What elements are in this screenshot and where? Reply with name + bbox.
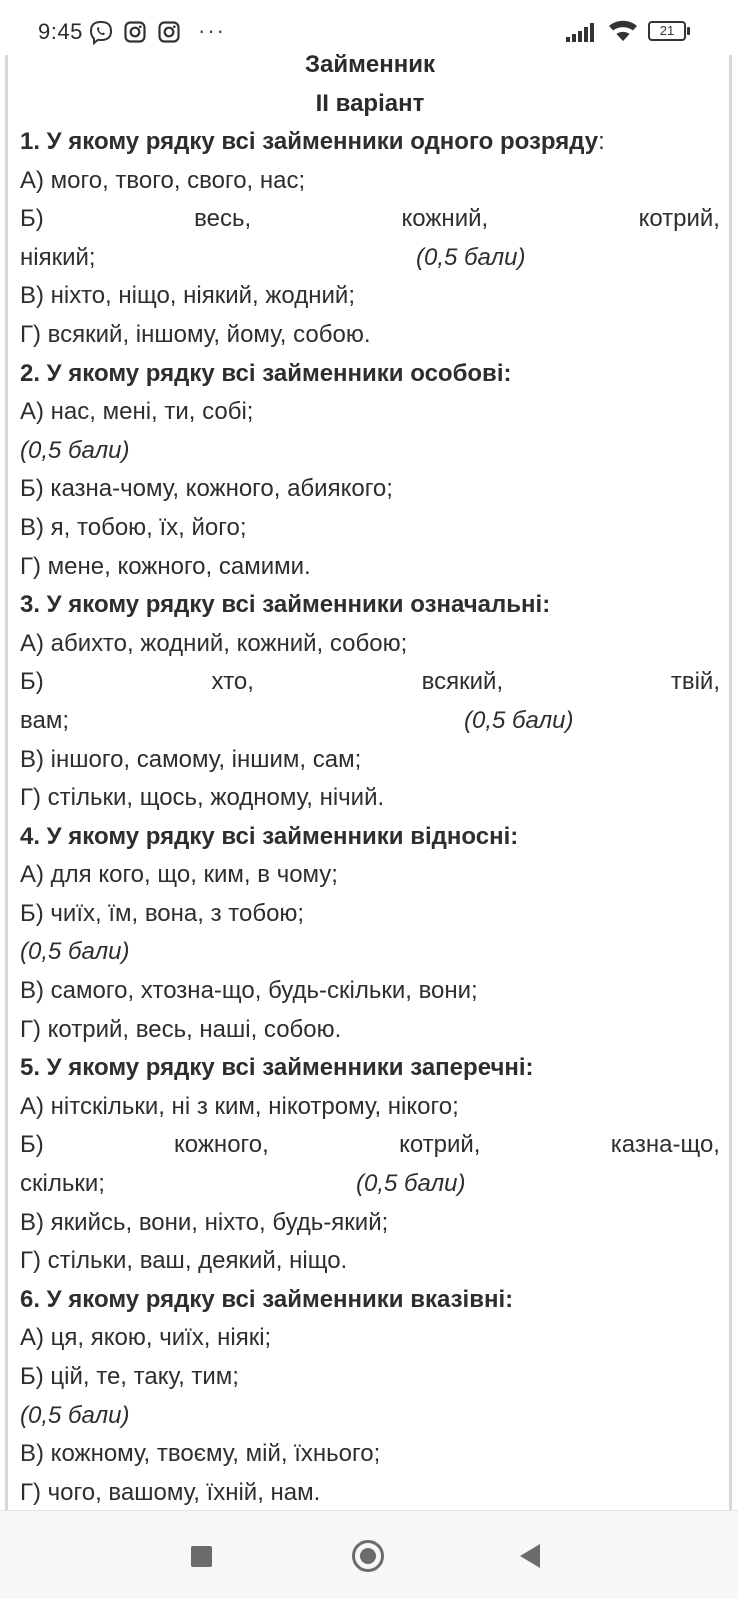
question-6-option-b: Б) цій, те, таку, тим; [20, 1363, 239, 1390]
question-1-option-b: Б) весь, кожний, котрий, [20, 205, 720, 233]
question-6-option-d: Г) чого, вашому, їхній, нам. [20, 1478, 321, 1506]
battery-level: 21 [659, 23, 675, 38]
page-title: Займенник [305, 51, 435, 78]
question-1-option-c: В) ніхто, ніщо, ніякий, жодний; [20, 282, 355, 310]
question-6-option-a: А) ця, якою, чиїх, ніякі; [20, 1324, 272, 1352]
question-2-option-c: В) я, тобою, їх, його; [20, 513, 247, 541]
question-2-option-d: Г) мене, кожного, самими. [20, 552, 311, 580]
score-note: (0,5 бали) [356, 1170, 466, 1198]
question-1-option-d: Г) всякий, іншому, йому, собою. [20, 320, 371, 348]
question-4-heading: 4. У якому рядку всі займенники відносні: [20, 822, 519, 850]
score-note: (0,5 бали) [20, 1401, 130, 1429]
score-note: (0,5 бали) [416, 243, 526, 271]
question-6-heading: 6. У якому рядку всі займенники вказівні: [20, 1285, 514, 1313]
question-4-option-b: Б) чиїх, їм, вона, з тобою; [20, 899, 305, 927]
question-5-option-d: Г) стільки, ваш, деякий, ніщо. [20, 1247, 348, 1275]
question-3-option-d: Г) стільки, щось, жодному, нічий. [20, 784, 385, 812]
question-5-option-b: Б) кожного, котрий, казна-що, [20, 1131, 720, 1159]
recent-apps-button[interactable] [191, 1546, 212, 1567]
instagram-icon [158, 21, 180, 48]
question-5-heading: 5. У якому рядку всі займенники заперечні: [20, 1054, 534, 1082]
question-4-option-d: Г) котрий, весь, наші, собою. [20, 1015, 342, 1043]
question-3-option-b-cont: вам; (0,5 бали) [20, 702, 720, 741]
back-button[interactable] [520, 1544, 540, 1568]
page-subtitle: ІІ варіант [315, 90, 425, 117]
question-4-option-c: В) самого, хтозна-що, будь-скільки, вони; [20, 977, 478, 1005]
status-time: 9:45 [38, 19, 83, 44]
question-3-option-b: Б) хто, всякий, твій, [20, 668, 720, 696]
question-5-option-a: А) нітскільки, ні з ким, нікотрому, нікого; [20, 1092, 459, 1120]
navigation-bar [0, 1510, 738, 1599]
more-notifications-icon: ··· [198, 18, 226, 43]
question-3-option-a: А) абихто, жодний, кожний, собою; [20, 629, 408, 657]
question-2-heading: 2. У якому рядку всі займенники особові: [20, 359, 512, 387]
document-content [20, 45, 720, 1512]
question-6-option-c: В) кожному, твоєму, мій, їхнього; [20, 1440, 381, 1468]
score-note: (0,5 бали) [20, 938, 130, 966]
question-2-option-b: Б) казна-чому, кожного, абиякого; [20, 475, 393, 503]
question-2-option-a: А) нас, мені, ти, собі; [20, 398, 254, 426]
wifi-icon [608, 20, 638, 47]
home-circle-icon [360, 1548, 376, 1564]
home-button[interactable] [352, 1540, 384, 1572]
question-1-heading: 1. У якому рядку всі займенники одного розряду: [20, 128, 605, 155]
question-1-option-b-cont: ніякий; (0,5 бали) [20, 239, 720, 278]
score-note: (0,5 бали) [20, 436, 130, 464]
left-edge-shadow [5, 55, 8, 1510]
signal-icon [566, 22, 598, 47]
question-5-option-c: В) якийсь, вони, ніхто, будь-який; [20, 1208, 389, 1236]
score-note: (0,5 бали) [464, 706, 574, 734]
instagram-icon [124, 21, 146, 48]
question-3-heading: 3. У якому рядку всі займенники означальні: [20, 591, 551, 619]
question-3-option-c: В) іншого, самому, іншим, сам; [20, 745, 362, 773]
question-4-option-a: А) для кого, що, ким, в чому; [20, 861, 338, 889]
right-edge-shadow [729, 55, 732, 1510]
question-5-option-b-cont: скільки; (0,5 бали) [20, 1165, 720, 1204]
question-1-option-a: А) мого, твого, свого, нас; [20, 166, 306, 194]
